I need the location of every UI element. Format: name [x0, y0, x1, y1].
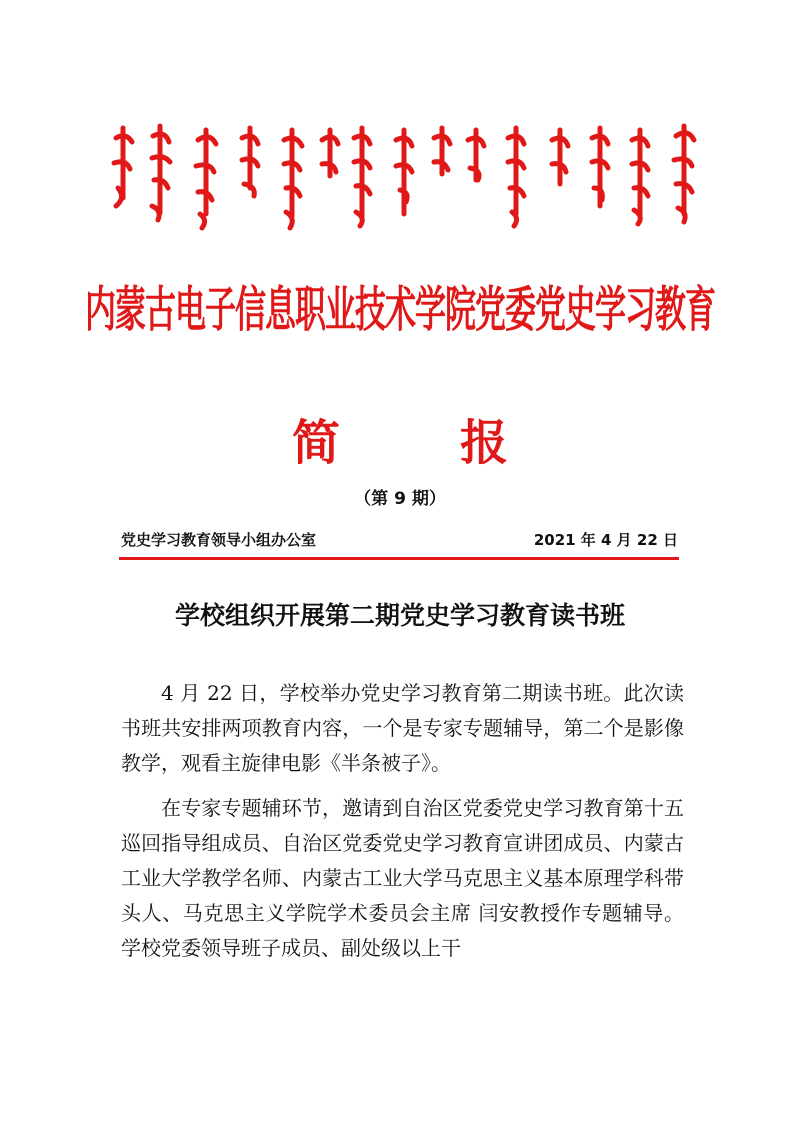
bulletin-title — [0, 404, 800, 473]
article-body — [121, 676, 684, 976]
header-divider — [119, 557, 679, 560]
org-title: 内蒙古电子信息职业技术学院党委党史学习教育 — [85, 282, 715, 339]
issue-date: 2021 年 4 月 22 日 — [533, 531, 678, 549]
bulletin-title-char-2: 报 — [460, 415, 509, 471]
mongolian-script-banner — [108, 118, 708, 236]
bulletin-title-char-1: 简 — [291, 415, 340, 471]
article-title: 学校组织开展第二期党史学习教育读书班 — [174, 601, 625, 630]
article-paragraph-1: 4 月 22 日，学校举办党史学习教育第二期读书班。此次读书班共安排两项教育内容，一个是专家专题辅导，第二个是影像教学，观看主旋律电影《半条被子》。 — [121, 681, 684, 775]
issue-number: （第 9 期） — [354, 489, 446, 509]
article-paragraph-2: 在专家专题辅环节，邀请到自治区党委党史学习教育第十五巡回指导组成员、自治区党委党史学习教育宣讲团成员、内蒙古工业大学教学名师、内蒙古工业大学马克思主义基本原理学科带头人、马克思主义学院学术委员会主席 闫安教授作专题辅导。学校党委领导班子成员、副处级以上干 — [121, 796, 684, 960]
issuer-office: 党史学习教育领导小组办公室 — [121, 531, 317, 549]
